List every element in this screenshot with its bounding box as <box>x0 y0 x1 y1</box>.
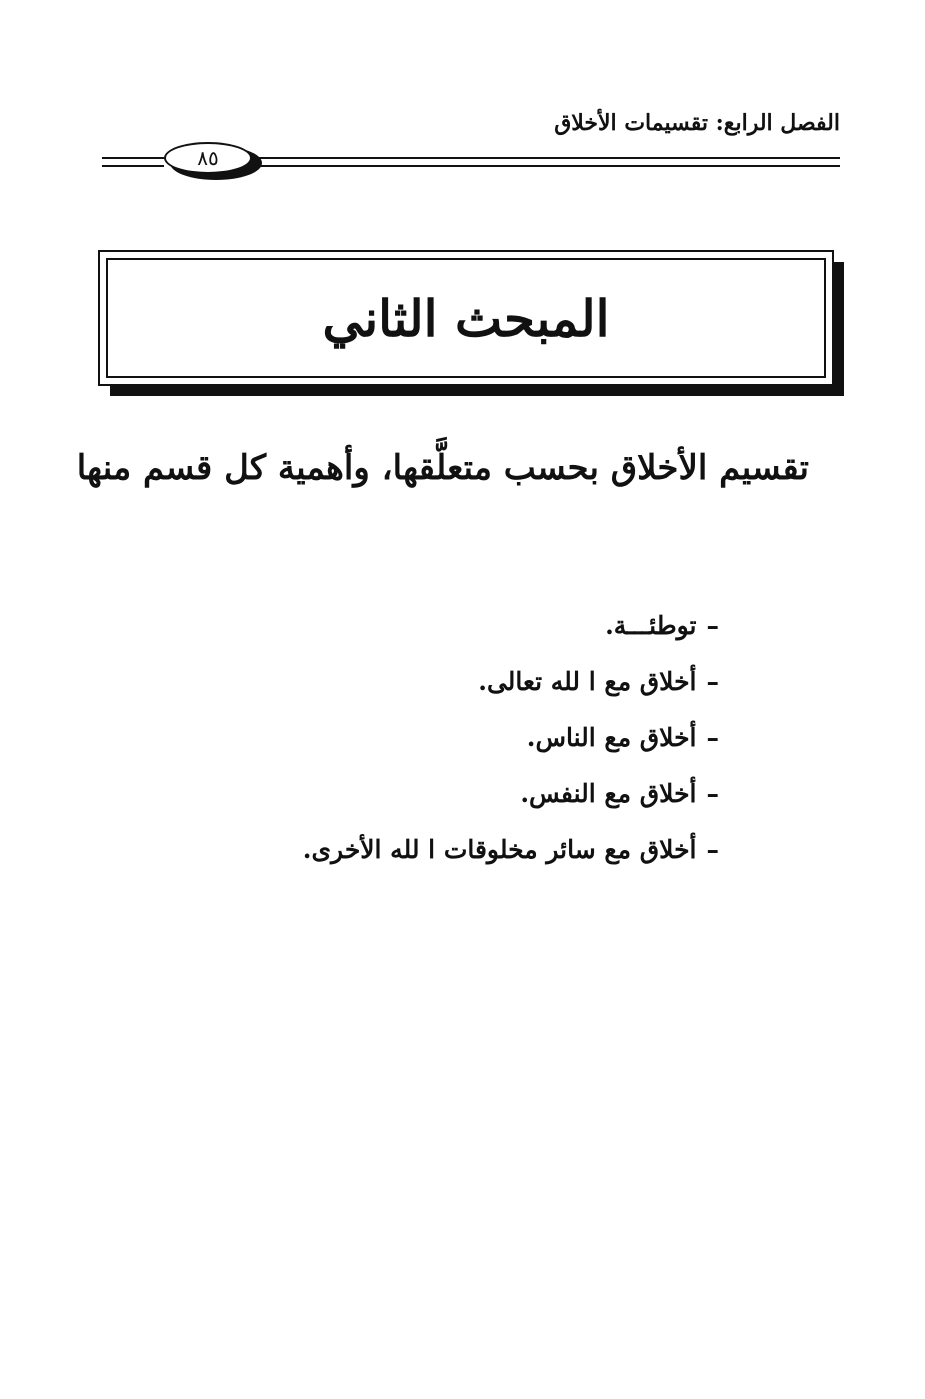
header-rule-right <box>250 157 840 167</box>
page-number-oval <box>164 142 252 174</box>
page-number: ٨٥ <box>197 146 219 170</box>
section-title-box <box>98 250 834 386</box>
list-item-text: أخلاق مع ا لله تعالى. <box>478 667 697 696</box>
list-item <box>303 822 719 878</box>
list-item-text: أخلاق مع الناس. <box>526 723 697 752</box>
list-item-text: أخلاق مع سائر مخلوقات ا لله الأخرى. <box>302 835 697 864</box>
section-title: المبحث الثاني <box>322 288 610 348</box>
chapter-header-title: الفصل الرابع: تقسيمات الأخلاق <box>554 110 840 136</box>
list-item-text: توطئـــة. <box>605 611 697 640</box>
list-bullet: – <box>706 779 719 808</box>
section-contents-list <box>303 598 719 878</box>
section-subtitle: تقسيم الأخلاق بحسب متعلَّقها، وأهمية كل قسم منها <box>76 448 809 488</box>
list-item <box>303 766 719 822</box>
list-item <box>303 710 719 766</box>
list-item <box>303 598 719 654</box>
list-bullet: – <box>706 667 719 696</box>
list-item-text: أخلاق مع النفس. <box>520 779 697 808</box>
list-item <box>303 654 719 710</box>
header-rule-left <box>102 157 164 167</box>
list-bullet: – <box>706 611 719 640</box>
list-bullet: – <box>706 835 719 864</box>
list-bullet: – <box>706 723 719 752</box>
section-title-box-inner <box>106 258 826 378</box>
